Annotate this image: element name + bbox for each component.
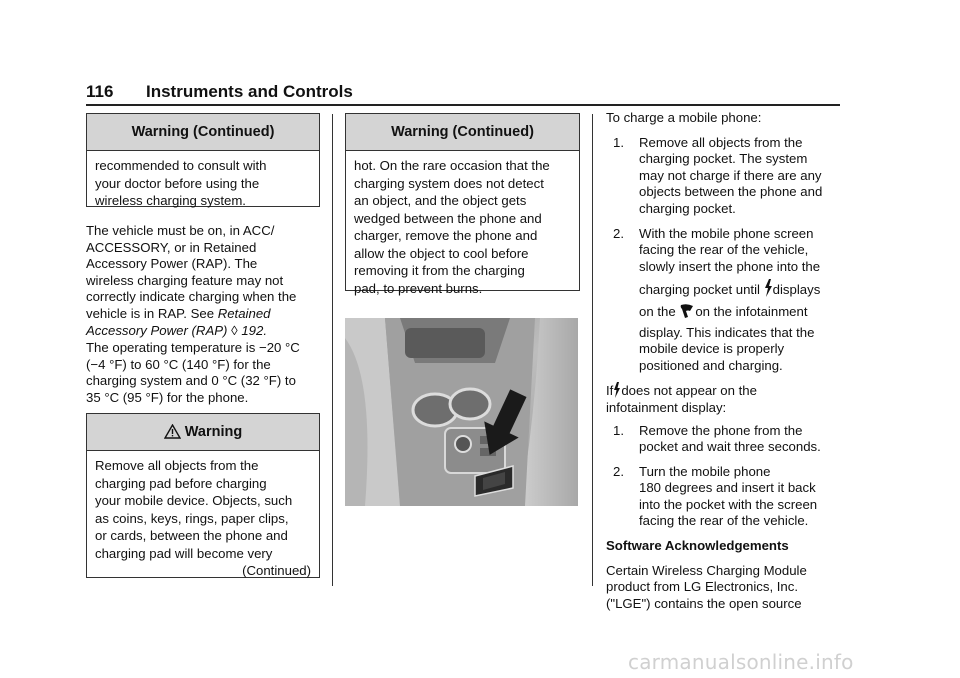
text-line: ACCESSORY, or in Retained (86, 239, 257, 255)
text-line: your mobile device. Objects, such (95, 493, 293, 508)
text-line: Remove all objects from the (639, 134, 803, 150)
charge-instructions (606, 110, 846, 612)
text-line: product from LG Electronics, Inc. (606, 579, 799, 595)
text-line: removing it from the charging (354, 263, 525, 278)
text-line: Accessory Power (RAP). The (86, 256, 258, 272)
text-line: Turn the mobile phone (639, 463, 771, 479)
text-line: 180 degrees and insert it back (639, 480, 816, 496)
text-line: facing the rear of the vehicle, (639, 242, 809, 258)
warning-continued-body (346, 151, 579, 304)
text-span: does not appear on the (621, 383, 757, 399)
text-line: pocket and wait three seconds. (639, 439, 821, 455)
list-item (606, 423, 846, 456)
text-line: charging pocket. (639, 200, 736, 216)
header-rule (86, 104, 840, 106)
text-span: vehicle is in RAP. See (86, 305, 218, 321)
watermark: carmanualsonline.info (628, 650, 854, 674)
if-paragraph (606, 382, 846, 416)
text-line (639, 279, 846, 299)
text-line: wedged between the phone and (354, 210, 542, 226)
text-line: mobile device is properly (639, 341, 785, 357)
text-line: charging system does not detect (354, 175, 544, 191)
column-divider-2 (592, 114, 593, 586)
warning-continued-box-2 (345, 113, 580, 296)
text-span: If (606, 383, 614, 399)
step-number: 1. (613, 422, 624, 438)
warning-triangle-icon (164, 424, 181, 439)
console-image (345, 318, 578, 506)
text-line: charging pad will become very (95, 545, 273, 561)
text-line: slowly insert the phone into the (639, 258, 821, 274)
warning-body (87, 451, 319, 587)
text-line: charging pocket. The system (639, 151, 808, 167)
charging-pocket-illustration (345, 318, 578, 506)
text-line: The vehicle must be on, in ACC/ (86, 223, 275, 238)
text-line: recommended to consult with (95, 158, 267, 173)
charge-steps (606, 135, 846, 375)
page-number: 116 (86, 82, 114, 101)
continued-label: (Continued) (242, 563, 311, 578)
list-item (606, 226, 846, 375)
text-line: Remove all objects from the (95, 458, 259, 473)
text-span: charging pocket until (639, 282, 760, 298)
step-number: 2. (613, 463, 624, 479)
text-line: charging system and 0 °C (32 °F) to (86, 373, 296, 389)
text-line (606, 382, 846, 400)
list-item (606, 464, 846, 530)
column-divider-1 (332, 114, 333, 586)
warning-heading (87, 414, 319, 451)
text-line: charger, remove the phone and (354, 228, 538, 243)
text-line: Certain Wireless Charging Module (606, 562, 807, 578)
text-line (86, 306, 326, 323)
vehicle-on-paragraph (86, 223, 326, 339)
software-heading: Software Acknowledgements (606, 538, 789, 554)
text-line: hot. On the rare occasion that the (354, 158, 550, 173)
page-ref-icon: ◊ (231, 322, 238, 338)
text-span: on the (639, 303, 676, 319)
warning-continued-body (87, 151, 319, 217)
text-line: your doctor before using the (95, 175, 260, 191)
rap-link[interactable]: Retained (217, 305, 271, 321)
text-line: allow the object to cool before (354, 245, 529, 261)
warning-continued-heading: Warning (Continued) (87, 114, 319, 151)
page-ref[interactable]: 192. (241, 322, 267, 338)
text-line: an object, and the object gets (354, 193, 527, 208)
software-paragraph (606, 563, 846, 613)
section-title: Instruments and Controls (146, 82, 353, 101)
warning-continued-box-1 (86, 113, 320, 207)
text-line: as coins, keys, rings, paper clips, (95, 510, 289, 526)
text-line: With the mobile phone screen (639, 225, 814, 241)
text-line: display. This indicates that the (639, 324, 815, 340)
text-line: charging pad before charging (95, 475, 267, 491)
warning-box (86, 413, 320, 578)
text-line: correctly indicate charging when the (86, 289, 297, 305)
warning-heading-text: Warning (184, 424, 243, 440)
text-line: Remove the phone from the (639, 422, 803, 438)
warning-continued-heading: Warning (Continued) (346, 114, 579, 151)
retry-steps (606, 423, 846, 531)
text-line: pad, to prevent burns. (354, 280, 483, 296)
text-line: facing the rear of the vehicle. (639, 513, 809, 529)
list-item (606, 135, 846, 218)
text-line: (−4 °F) to 60 °C (140 °F) for the (86, 356, 271, 372)
text-line: wireless charging feature may not (86, 272, 284, 288)
text-line: wireless charging system. (95, 193, 246, 208)
text-line (86, 323, 326, 340)
text-line (639, 303, 846, 321)
intro-text: To charge a mobile phone: (606, 110, 762, 125)
text-line: may not charge if there are any (639, 167, 822, 183)
text-line: into the pocket with the screen (639, 496, 818, 512)
text-line: The operating temperature is −20 °C (86, 340, 300, 355)
text-line: ("LGE") contains the open source (606, 595, 802, 611)
charging-icon (764, 279, 773, 297)
text-line: infotainment display: (606, 399, 727, 415)
text-span: displays (772, 282, 821, 298)
rap-link-cont[interactable]: Accessory Power (RAP) (86, 322, 228, 338)
step-number: 2. (613, 225, 624, 241)
phone-charging-icon (679, 303, 695, 319)
temperature-paragraph (86, 340, 326, 406)
step-number: 1. (613, 134, 624, 150)
text-line: positioned and charging. (639, 357, 783, 373)
text-line: objects between the phone and (639, 184, 823, 200)
text-span: on the infotainment (695, 303, 808, 319)
text-line: 35 °C (95 °F) for the phone. (86, 389, 249, 405)
text-line: or cards, between the phone and (95, 528, 288, 543)
